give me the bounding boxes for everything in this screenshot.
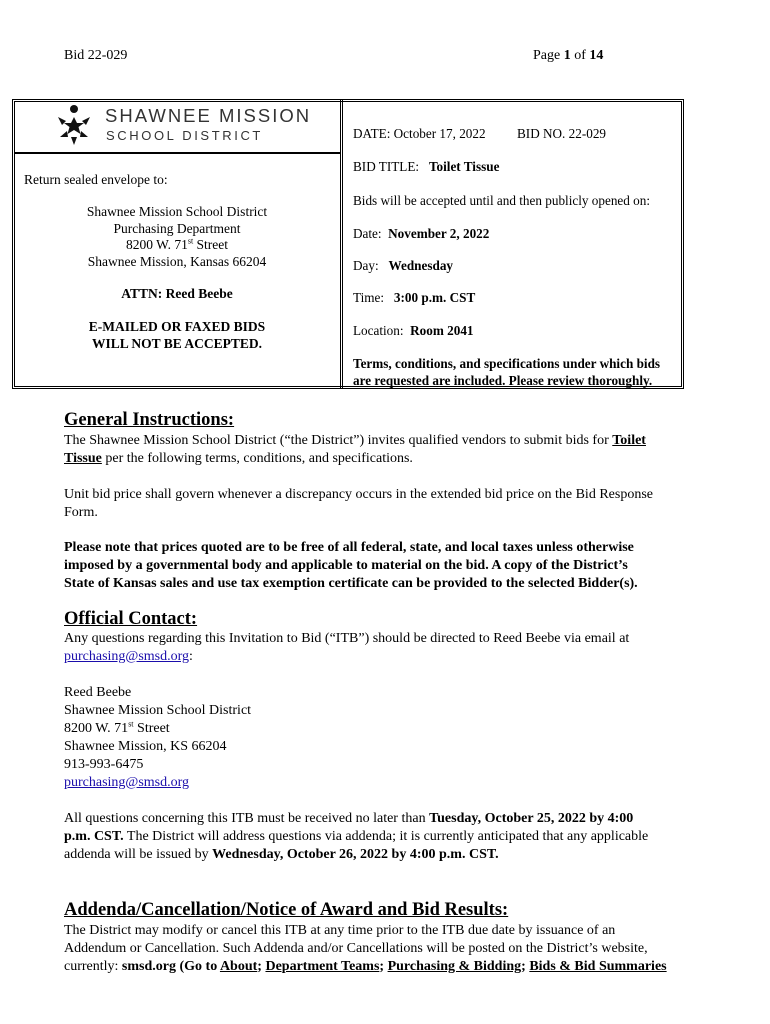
page-of: of — [570, 48, 590, 63]
questions-c: addenda will be issued by — [64, 847, 213, 862]
addenda-line3 — [64, 958, 704, 976]
contact-phone: 913-993-6475 — [64, 757, 144, 772]
logo-text-line2: SCHOOL DISTRICT — [106, 128, 263, 143]
general-intro — [64, 432, 704, 468]
contact-intro-line1: Any questions regarding this Invitation to Bid (“ITB”) should be directed to Reed Beebe via email at — [64, 631, 630, 646]
contact-street-num: 8200 W. 71 — [64, 721, 129, 736]
questions-deadline — [64, 810, 704, 864]
general-intro-a: The Shawnee Mission School District (“the District”) invites qualified vendors to submit bids for — [64, 433, 613, 448]
contact-address — [64, 684, 704, 792]
district-site: smsd.org — [121, 959, 176, 974]
bid-reference: Bid 22-029 — [64, 48, 128, 63]
warning-line2: WILL NOT BE ACCEPTED. — [91, 335, 263, 351]
return-street-num: 8200 W. 71 — [125, 237, 188, 253]
addenda-line3-b: (Go to — [175, 959, 220, 974]
contact-org: Shawnee Mission School District — [64, 703, 252, 718]
questions-b: The District will address questions via addenda; it is currently anticipated that any applicable — [123, 829, 649, 844]
nav-about-link[interactable]: About — [219, 959, 258, 974]
return-address — [14, 204, 340, 270]
tax-line2: imposed by a governmental body and applicable to material on the bid. A copy of the District’s — [64, 558, 628, 573]
return-org: Shawnee Mission School District — [86, 204, 268, 219]
opening-time-label: Time: — [353, 290, 385, 305]
nav-sep-1: ; — [257, 959, 266, 974]
addenda-text — [64, 922, 704, 976]
product-name-1: Toilet — [612, 433, 646, 448]
nav-sep-2: ; — [379, 959, 388, 974]
tax-notice — [64, 539, 704, 593]
opening-day-label: Day: — [353, 258, 379, 273]
attn-line: ATTN: Reed Beebe — [121, 286, 233, 301]
email-fax-warning — [14, 319, 340, 352]
page-total: 14 — [589, 48, 604, 63]
questions-a: All questions concerning this ITB must be received no later than — [64, 811, 430, 826]
contact-street-rest: Street — [133, 721, 170, 736]
questions-deadline-date: Tuesday, October 25, 2022 by 4:00 — [429, 811, 634, 826]
bid-number: BID NO. 22-029 — [517, 126, 607, 141]
nav-department-teams-link[interactable]: Department Teams — [265, 959, 380, 974]
tax-line1: Please note that prices quoted are to be free of all federal, state, and local taxes unless otherwise — [64, 540, 634, 555]
addenda-line2: Addendum or Cancellation. Such Addenda and/or Cancellations will be posted on the District’s website, — [64, 941, 648, 956]
opening-day — [353, 258, 453, 274]
contact-email-link-inline[interactable]: purchasing@smsd.org — [64, 649, 190, 664]
page-indicator — [533, 48, 603, 64]
contact-name: Reed Beebe — [64, 685, 132, 700]
return-city: Shawnee Mission, Kansas 66204 — [87, 253, 267, 269]
general-intro-b: per the following terms, conditions, and specifications. — [101, 451, 413, 466]
issue-date: DATE: October 17, 2022 — [353, 126, 486, 141]
return-dept: Purchasing Department — [113, 220, 241, 236]
contact-street — [64, 720, 704, 738]
return-street-sup: st — [187, 236, 194, 246]
general-instructions-heading: General Instructions: — [64, 410, 235, 430]
addenda-line1: The District may modify or cancel this ITB at any time prior to the ITB due date by issuance of an — [64, 923, 616, 938]
opening-date-label: Date: — [353, 226, 382, 241]
page-prefix: Page — [533, 48, 564, 63]
unit-price-note — [64, 486, 704, 522]
contact-intro-colon: : — [189, 649, 193, 664]
bid-title — [353, 159, 499, 175]
contact-city: Shawnee Mission, KS 66204 — [64, 739, 227, 754]
nav-purchasing-bidding-link[interactable]: Purchasing & Bidding — [387, 959, 522, 974]
contact-street-sup: st — [128, 719, 134, 729]
tax-line3: State of Kansas sales and use tax exemption certificate can be provided to the selected Bidder(s). — [64, 576, 638, 591]
return-street-rest: Street — [193, 237, 229, 253]
district-logo-icon — [52, 103, 96, 147]
terms-line1: Terms, conditions, and specifications under which bids — [353, 356, 661, 371]
unit-price-line2: Form. — [64, 505, 98, 520]
opening-date-value: November 2, 2022 — [388, 226, 490, 241]
logo-text-line1: SHAWNEE MISSION — [105, 105, 312, 126]
terms-line2: are requested are included. Please review thoroughly. — [353, 373, 653, 388]
nav-bids-summaries-link[interactable]: Bids & Bid Summaries — [529, 959, 667, 974]
official-contact-heading: Official Contact: — [64, 609, 198, 629]
opening-day-value: Wednesday — [388, 258, 454, 273]
return-label: Return sealed envelope to: — [24, 172, 168, 187]
opening-location-value: Room 2041 — [410, 323, 474, 338]
opening-time-value: 3:00 p.m. CST — [393, 290, 476, 305]
acceptance-text: Bids will be accepted until and then publicly opened on: — [353, 193, 651, 208]
page-current: 1 — [563, 48, 571, 63]
opening-location-label: Location: — [353, 323, 404, 338]
addenda-heading: Addenda/Cancellation/Notice of Award and Bid Results: — [64, 900, 509, 920]
bid-title-label: BID TITLE: — [353, 159, 420, 174]
opening-time — [353, 290, 475, 306]
return-street — [14, 237, 340, 254]
opening-location — [353, 323, 474, 339]
terms-notice — [353, 355, 660, 389]
questions-deadline-time: p.m. CST. — [64, 829, 124, 844]
product-name-2: Tissue — [64, 451, 102, 466]
contact-intro — [64, 630, 704, 666]
nav-sep-3: ; — [521, 959, 530, 974]
unit-price-line1: Unit bid price shall govern whenever a discrepancy occurs in the extended bid price on the Bid Response — [64, 487, 653, 502]
frame-divider — [340, 99, 343, 389]
opening-date — [353, 226, 489, 242]
bid-title-value: Toilet Tissue — [428, 159, 500, 174]
addenda-issue-date: Wednesday, October 26, 2022 by 4:00 p.m. CST. — [212, 847, 499, 862]
addenda-line3-a: currently: — [64, 959, 122, 974]
warning-line1: E-MAILED OR FAXED BIDS — [88, 319, 266, 334]
contact-email-link[interactable]: purchasing@smsd.org — [64, 775, 190, 790]
